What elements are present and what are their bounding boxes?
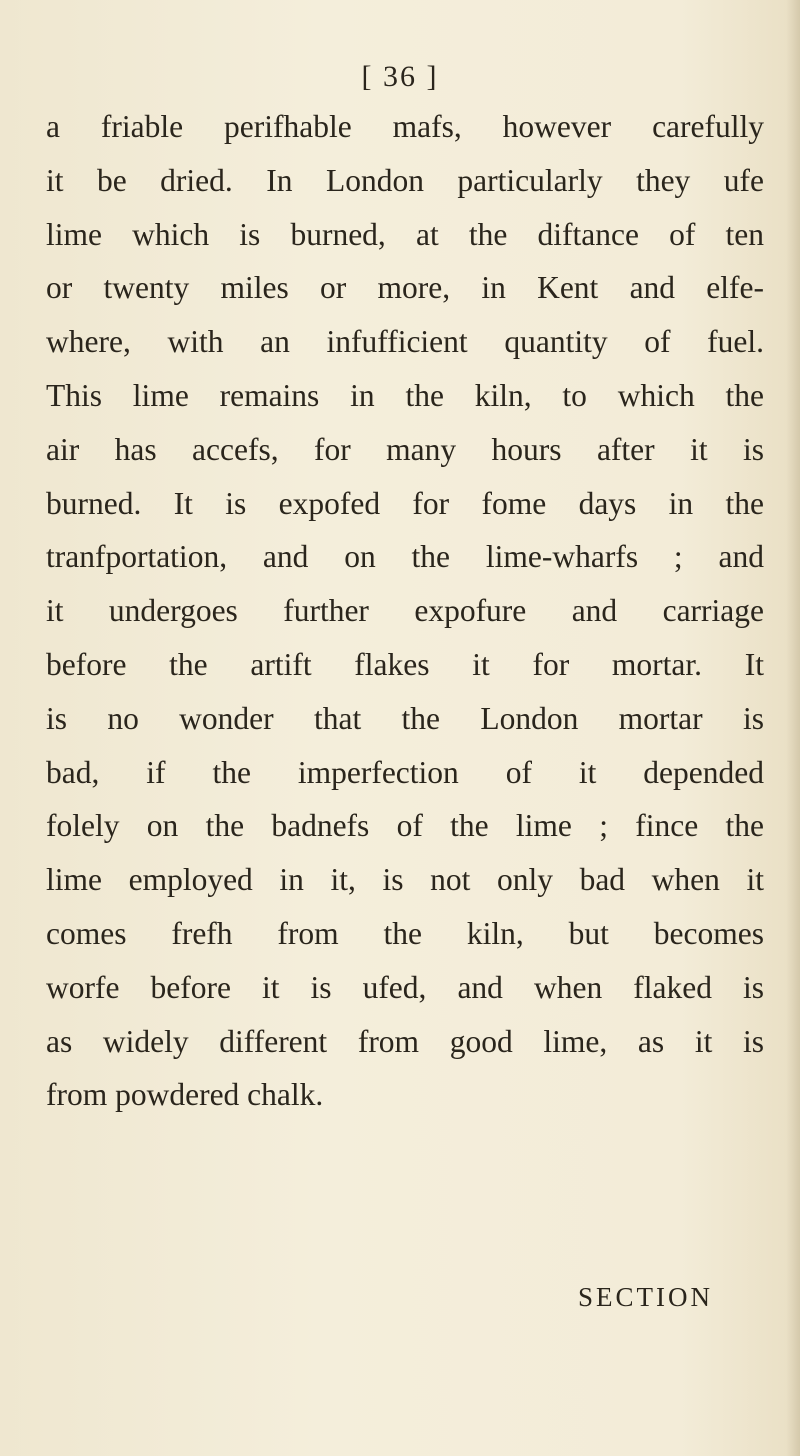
text-line: or twenty miles or more, in Kent and elfe- (46, 270, 764, 306)
text-line: as widely different from good lime, as it is (46, 1023, 764, 1059)
text-line: it undergoes further expofure and carriage (46, 593, 764, 629)
text-line: from powdered chalk. (46, 1077, 324, 1113)
text-line: is no wonder that the London mortar is (46, 700, 764, 736)
page-edge-shadow (786, 0, 800, 1456)
text-line: tranfportation, and on the lime-wharfs ; and (46, 539, 764, 575)
text-line: before the artift flakes it for mortar. It (46, 646, 764, 682)
body-paragraph (46, 100, 764, 1122)
text-line: worfe before it is ufed, and when flaked is (46, 969, 764, 1005)
text-line: comes frefh from the kiln, but becomes (46, 915, 764, 951)
text-line: lime which is burned, at the diftance of ten (46, 216, 764, 252)
text-line: folely on the badnefs of the lime ; fince the (46, 808, 764, 844)
text-line: This lime remains in the kiln, to which the (46, 377, 764, 413)
text-line: a friable perifhable mafs, however carefully (46, 109, 764, 144)
text-line: lime employed in it, is not only bad when it (46, 862, 764, 898)
text-line: bad, if the imperfection of it depended (46, 754, 764, 790)
text-line: air has accefs, for many hours after it is (46, 431, 764, 467)
catchword: SECTION (578, 1282, 713, 1312)
text-line: it be dried. In London particularly they ufe (46, 162, 764, 198)
page-number-header: [ 36 ] (361, 60, 439, 93)
text-line: where, with an infufficient quantity of fuel. (46, 324, 764, 360)
text-line: burned. It is expofed for fome days in the (46, 485, 764, 521)
